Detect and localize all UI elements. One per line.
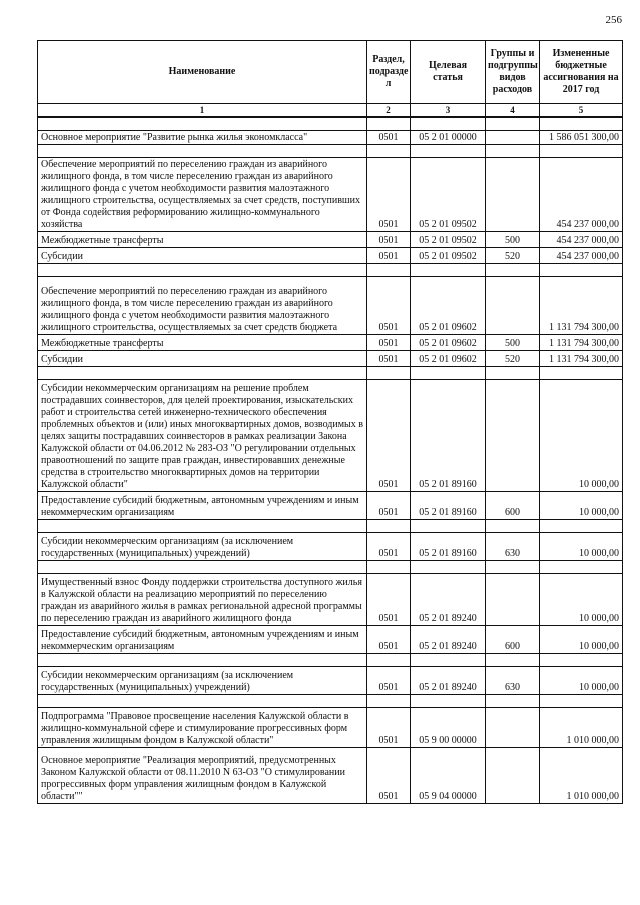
row-target: 05 2 01 09502: [411, 232, 486, 248]
table-row: [38, 533, 623, 561]
row-target: 05 2 01 89240: [411, 626, 486, 654]
row-amount: 10 000,00: [540, 626, 623, 654]
row-group: [486, 574, 540, 626]
row-section: 0501: [367, 131, 411, 145]
header-amount: Измененные бюджетные ассигнования на 2017 год: [540, 41, 623, 104]
row-name: Предоставление субсидий бюджетным, автономным учреждениям и иным некоммерческим организациям: [38, 626, 367, 654]
row-section: 0501: [367, 667, 411, 695]
row-section: 0501: [367, 277, 411, 335]
row-name: Основное мероприятие "Реализация мероприятий, предусмотренных Законом Калужской области от 08.11.2010 N 63-ОЗ "О стимулировании прогрессивных форм управления жилищным фондом в Калужской области"": [38, 748, 367, 804]
row-amount: 454 237 000,00: [540, 232, 623, 248]
header-groups: Группы и подгруппы видов расходов: [486, 41, 540, 104]
row-target: 05 2 01 09502: [411, 248, 486, 264]
table-row: [38, 335, 623, 351]
row-target: 05 2 01 89240: [411, 667, 486, 695]
row-amount: 1 131 794 300,00: [540, 277, 623, 335]
spacer-row: [38, 117, 623, 131]
row-name: Обеспечение мероприятий по переселению граждан из аварийного жилищного фонда, в том числе переселению граждан из аварийного жилищного фонда с учетом необходимости развития малоэтажного жилищного строительства, осуществляемых за счет средств, поступивших от Фонда содействия реформированию жилищно-коммунального хозяйства: [38, 158, 367, 232]
row-group: [486, 277, 540, 335]
row-group: [486, 158, 540, 232]
header-row: [38, 41, 623, 104]
row-group: [486, 708, 540, 748]
row-amount: 10 000,00: [540, 667, 623, 695]
row-name: Субсидии некоммерческим организациям на решение проблем пострадавших соинвесторов, для целей проектирования, изыскательских работ и строительства сетей инженерно-технического обеспечения проблемных объектов и (или) иных многоквартирных домов, возводимых в целях защиты пострадавших соинвесторов в рамках реализации Закона Калужской области от 04.06.2012 № 283-ОЗ "О регулировании отдельных правоотношений по защите прав граждан, инвестировавших денежные средства в строительство многоквартирных домов на территории Калужской области": [38, 380, 367, 492]
row-target: 05 2 01 09602: [411, 277, 486, 335]
row-group: 600: [486, 492, 540, 520]
row-group: 630: [486, 667, 540, 695]
column-number: 5: [540, 104, 623, 118]
spacer-row: [38, 561, 623, 574]
row-section: 0501: [367, 351, 411, 367]
row-group: 520: [486, 351, 540, 367]
row-target: 05 9 04 00000: [411, 748, 486, 804]
table-row: [38, 232, 623, 248]
row-section: 0501: [367, 335, 411, 351]
table-row: [38, 708, 623, 748]
row-name: Подпрограмма "Правовое просвещение населения Калужской области в жилищно-коммунальной сфере и стимулирование прогрессивных форм управления жилищным фондом в Калужской области": [38, 708, 367, 748]
row-amount: 454 237 000,00: [540, 248, 623, 264]
row-amount: 1 010 000,00: [540, 748, 623, 804]
row-name: Основное мероприятие "Развитие рынка жилья экономкласса": [38, 131, 367, 145]
row-section: 0501: [367, 533, 411, 561]
column-number-row: [38, 104, 623, 118]
header-name: Наименование: [38, 41, 367, 104]
header-target: Целевая статья: [411, 41, 486, 104]
row-group: 500: [486, 335, 540, 351]
row-target: 05 2 01 09602: [411, 351, 486, 367]
row-target: 05 2 01 89240: [411, 574, 486, 626]
row-section: 0501: [367, 248, 411, 264]
table-row: [38, 380, 623, 492]
table-row: [38, 248, 623, 264]
row-amount: 454 237 000,00: [540, 158, 623, 232]
row-group: 600: [486, 626, 540, 654]
row-group: 500: [486, 232, 540, 248]
row-amount: 10 000,00: [540, 533, 623, 561]
table-row: [38, 574, 623, 626]
row-target: 05 2 01 09602: [411, 335, 486, 351]
row-amount: 10 000,00: [540, 492, 623, 520]
row-section: 0501: [367, 574, 411, 626]
row-target: 05 2 01 09502: [411, 158, 486, 232]
row-name: Субсидии некоммерческим организациям (за исключением государственных (муниципальных) учреждений): [38, 533, 367, 561]
spacer-row: [38, 695, 623, 708]
row-name: Субсидии некоммерческим организациям (за исключением государственных (муниципальных) учреждений): [38, 667, 367, 695]
row-section: 0501: [367, 708, 411, 748]
row-group: [486, 380, 540, 492]
row-target: 05 2 01 89160: [411, 533, 486, 561]
row-amount: 1 586 051 300,00: [540, 131, 623, 145]
row-name: Предоставление субсидий бюджетным, автономным учреждениям и иным некоммерческим организациям: [38, 492, 367, 520]
spacer-row: [38, 145, 623, 158]
spacer-row: [38, 264, 623, 277]
header-section: Раздел, подразде л: [367, 41, 411, 104]
row-target: 05 9 00 00000: [411, 708, 486, 748]
table-row: [38, 351, 623, 367]
row-name: Межбюджетные трансферты: [38, 335, 367, 351]
column-number: 2: [367, 104, 411, 118]
spacer-row: [38, 654, 623, 667]
row-group: [486, 131, 540, 145]
row-amount: 10 000,00: [540, 380, 623, 492]
row-amount: 1 131 794 300,00: [540, 351, 623, 367]
row-section: 0501: [367, 232, 411, 248]
row-name: Субсидии: [38, 248, 367, 264]
table-row: [38, 748, 623, 804]
row-name: Межбюджетные трансферты: [38, 232, 367, 248]
row-section: 0501: [367, 626, 411, 654]
row-section: 0501: [367, 158, 411, 232]
row-group: 520: [486, 248, 540, 264]
budget-table: [37, 40, 623, 804]
page-number: 256: [605, 14, 622, 26]
row-section: 0501: [367, 748, 411, 804]
table-row: [38, 131, 623, 145]
table-row: [38, 492, 623, 520]
table-row: [38, 626, 623, 654]
spacer-row: [38, 520, 623, 533]
row-section: 0501: [367, 380, 411, 492]
row-target: 05 2 01 89160: [411, 492, 486, 520]
row-amount: 1 131 794 300,00: [540, 335, 623, 351]
row-amount: 1 010 000,00: [540, 708, 623, 748]
column-number: 1: [38, 104, 367, 118]
table-row: [38, 158, 623, 232]
table-row: [38, 667, 623, 695]
row-amount: 10 000,00: [540, 574, 623, 626]
spacer-row: [38, 367, 623, 380]
row-target: 05 2 01 00000: [411, 131, 486, 145]
row-group: 630: [486, 533, 540, 561]
table-row: [38, 277, 623, 335]
row-target: 05 2 01 89160: [411, 380, 486, 492]
row-section: 0501: [367, 492, 411, 520]
column-number: 3: [411, 104, 486, 118]
row-name: Субсидии: [38, 351, 367, 367]
column-number: 4: [486, 104, 540, 118]
row-name: Обеспечение мероприятий по переселению граждан из аварийного жилищного фонда, в том числе переселению граждан из аварийного жилищного фонда с учетом необходимости развития малоэтажного жилищного строительства, осуществляемых за счет средств бюджета: [38, 277, 367, 335]
row-name: Имущественный взнос Фонду поддержки строительства доступного жилья в Калужской области на реализацию мероприятий по переселению граждан из аварийного жилья в рамках региональной адресной программы по переселению граждан из аварийного жилищного фонда: [38, 574, 367, 626]
row-group: [486, 748, 540, 804]
